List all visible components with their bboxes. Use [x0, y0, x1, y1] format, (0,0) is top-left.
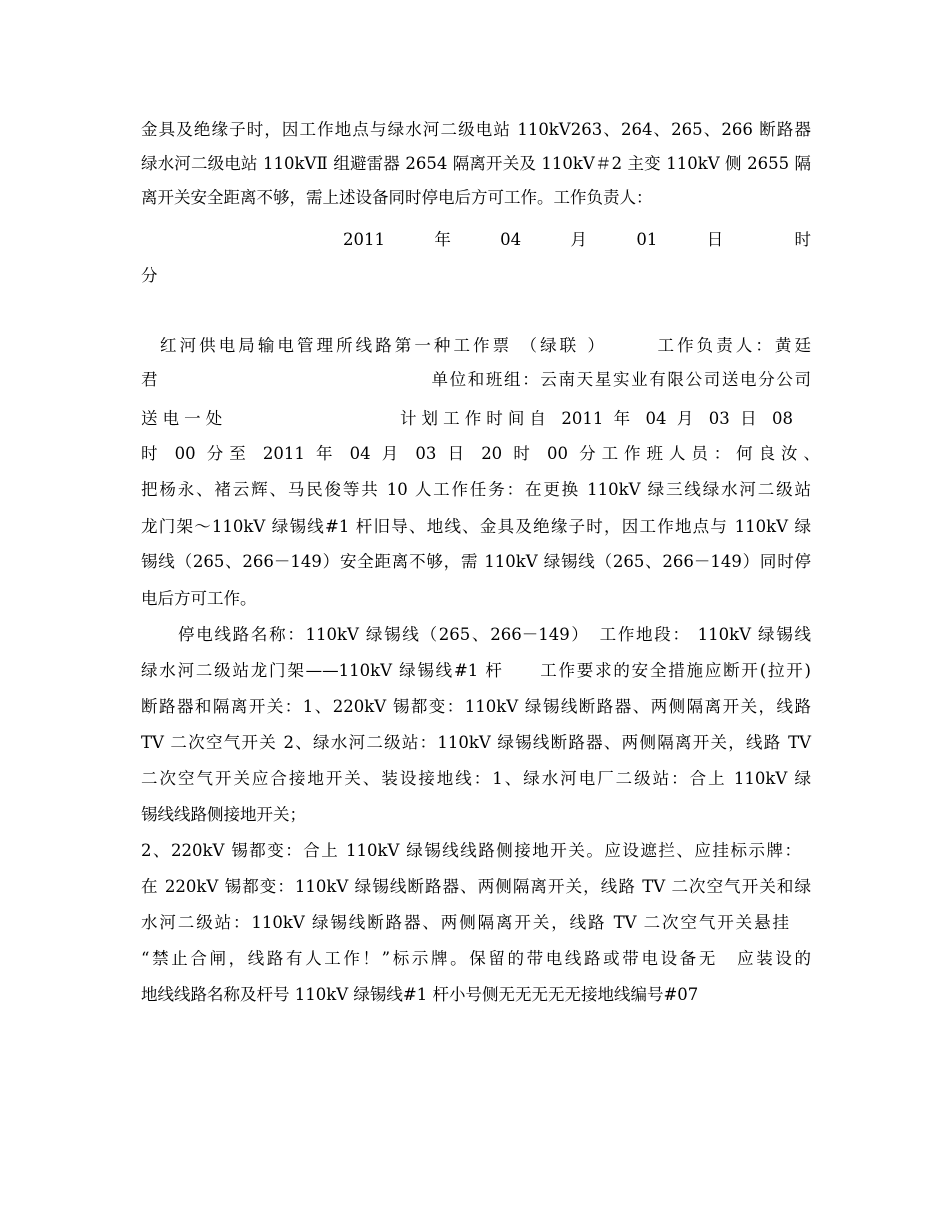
ticket-title-line: 红河供电局输电管理所线路第一种工作票 （绿联 ） 工作负责人：黄廷	[160, 336, 811, 355]
text-line: 时 00 分至 2011 年 04 月 03 日 20 时 00 分工作班人员：何良汝、	[141, 444, 820, 463]
text-line: 2、220kV 锡都变：合上 110kV 绿锡线线路侧接地开关。应设遮拦、应挂标示牌：	[141, 841, 801, 860]
text-line: TV 二次空气开关 2、绿水河二级站：110kV 绿锡线断路器、两侧隔离开关，线路 TV	[141, 733, 811, 752]
text-line: “禁止合闸，线路有人工作！”标示牌。保留的带电线路或带电设备无 应装设的	[141, 949, 811, 968]
text-line: 锡线线路侧接地开关；	[141, 805, 306, 824]
date-line: 2011 年 04 月 01 日 时	[343, 230, 811, 249]
text-line: 停电线路名称：110kV 绿锡线（265、266－149） 工作地段： 110kV 绿锡线	[178, 625, 811, 644]
text-line: 断路器和隔离开关：1、220kV 锡都变：110kV 绿锡线断路器、两侧隔离开关，线路	[141, 697, 811, 716]
text-line: 绿水河二级站龙门架——110kV 绿锡线#1 杆 工作要求的安全措施应断开(拉开)	[141, 661, 811, 680]
text-line: 君 单位和班组：云南天星实业有限公司送电分公司	[141, 370, 811, 389]
text-line: 地线线路名称及杆号 110kV 绿锡线#1 杆小号侧无无无无无接地线编号#07	[141, 985, 699, 1004]
plan-time-line: 送电一处 计划工作时间自 2011 年 04 月 03 日 08	[141, 409, 793, 428]
text-line: 水河二级站：110kV 绿锡线断路器、两侧隔离开关，线路 TV 二次空气开关悬挂	[141, 913, 789, 932]
text-line: 龙门架～110kV 绿锡线#1 杆旧导、地线、金具及绝缘子时，因工作地点与 110kV 绿	[141, 517, 811, 536]
text-line: 锡线（265、266－149）安全距离不够，需 110kV 绿锡线（265、266－149）同时停	[141, 552, 811, 571]
text-line: 电后方可工作。	[141, 589, 257, 608]
text-line: 分	[141, 266, 158, 285]
text-line: 二次空气开关应合接地开关、装设接地线：1、绿水河电厂二级站：合上 110kV 绿	[141, 769, 811, 788]
text-line: 在 220kV 锡都变：110kV 绿锡线断路器、两侧隔离开关，线路 TV 二次空气开关和绿	[141, 877, 811, 896]
text-line: 离开关安全距离不够，需上述设备同时停电后方可工作。工作负责人：	[141, 188, 653, 207]
text-line: 金具及绝缘子时，因工作地点与绿水河二级电站 110kV263、264、265、266 断路器	[141, 120, 811, 139]
text-line: 绿水河二级电站 110kVⅡ 组避雷器 2654 隔离开关及 110kV＃2 主变 110kV 侧 2655 隔	[141, 154, 811, 173]
text-line: 把杨永、褚云辉、马民俊等共 10 人工作任务：在更换 110kV 绿三线绿水河二级站	[141, 480, 811, 499]
